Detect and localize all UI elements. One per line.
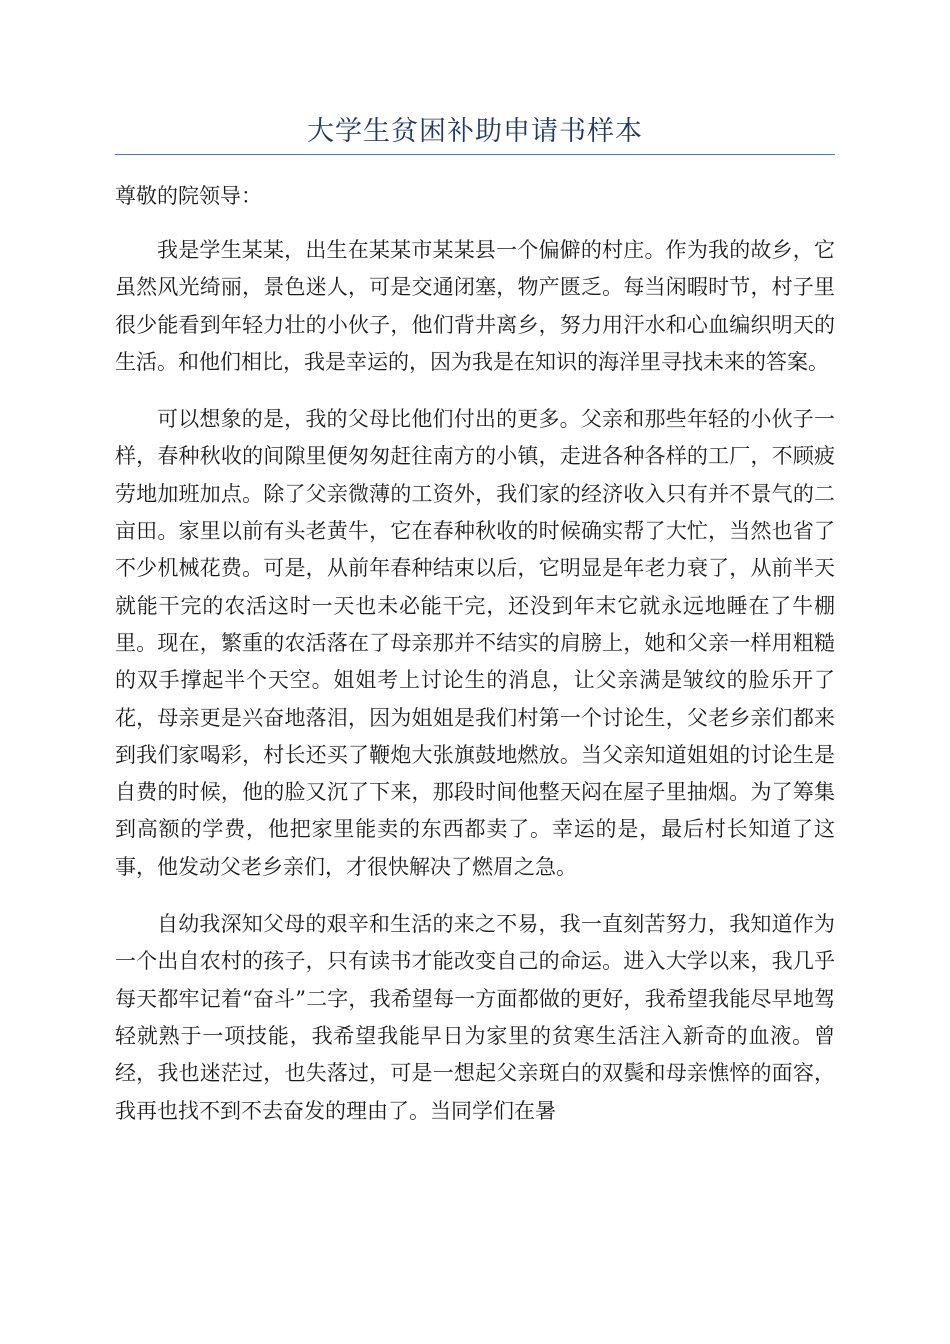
salutation: 尊敬的院领导： — [115, 184, 262, 208]
paragraph-2: 可以想象的是，我的父母比他们付出的更多。父亲和那些年轻的小伙子一样，春种秋收的间隙里便匆匆赶往南方的小镇，走进各种各样的工厂，不顾疲劳地加班加点。除了父亲微薄的工资外，我们家的经济收入只有并不景气的二亩田。家里以前有头老黄牛，它在春种秋收的时候确实帮了大忙，当然也省了不少机械花费。可是，从前年春种结束以后，它明显是年老力衰了，从前半天就能干完的农活这时一天也未必能干完，还没到年末它就永远地睡在了牛棚里。现在，繁重的农活落在了母亲那并不结实的肩膀上，她和父亲一样用粗糙的双手撑起半个天空。姐姐考上讨论生的消息，让父亲满是皱纹的脸乐开了花，母亲更是兴奋地落泪，因为姐姐是我们村第一个讨论生，父老乡亲们都来到我们家喝彩，村长还买了鞭炮大张旗鼓地燃放。当父亲知道姐姐的讨论生是自费的时候，他的脸又沉了下来，那段时间他整天闷在屋子里抽烟。为了筹集到高额的学费，他把家里能卖的东西都卖了。幸运的是，最后村长知道了这事，他发动父老乡亲们，才很快解决了燃眉之急。 — [115, 407, 835, 879]
title-underline — [115, 154, 835, 155]
document-title: 大学生贫困补助申请书样本 — [307, 116, 643, 147]
paragraph-3: 自幼我深知父母的艰辛和生活的来之不易，我一直刻苦努力，我知道作为一个出自农村的孩子，只有读书才能改变自己的命运。进入大学以来，我几乎每天都牢记着“奋斗”二字，我希望每一方面都做的更好，我希望我能尽早地驾轻就熟于一项技能，我希望我能早日为家里的贫寒生活注入新奇的血液。曾经，我也迷茫过，也失落过，可是一想起父亲斑白的双鬓和母亲憔悴的面容，我再也找不到不去奋发的理由了。当同学们在暑 — [115, 912, 835, 1123]
document-body — [115, 178, 835, 1150]
paragraph-1: 我是学生某某，出生在某某市某某县一个偏僻的村庄。作为我的故乡，它虽然风光绮丽，景色迷人，可是交通闭塞，物产匮乏。每当闲暇时节，村子里很少能看到年轻力壮的小伙子，他们背井离乡，努力用汗水和心血编织明天的生活。和他们相比，我是幸运的，因为我是在知识的海洋里寻找未来的答案。 — [115, 238, 835, 374]
